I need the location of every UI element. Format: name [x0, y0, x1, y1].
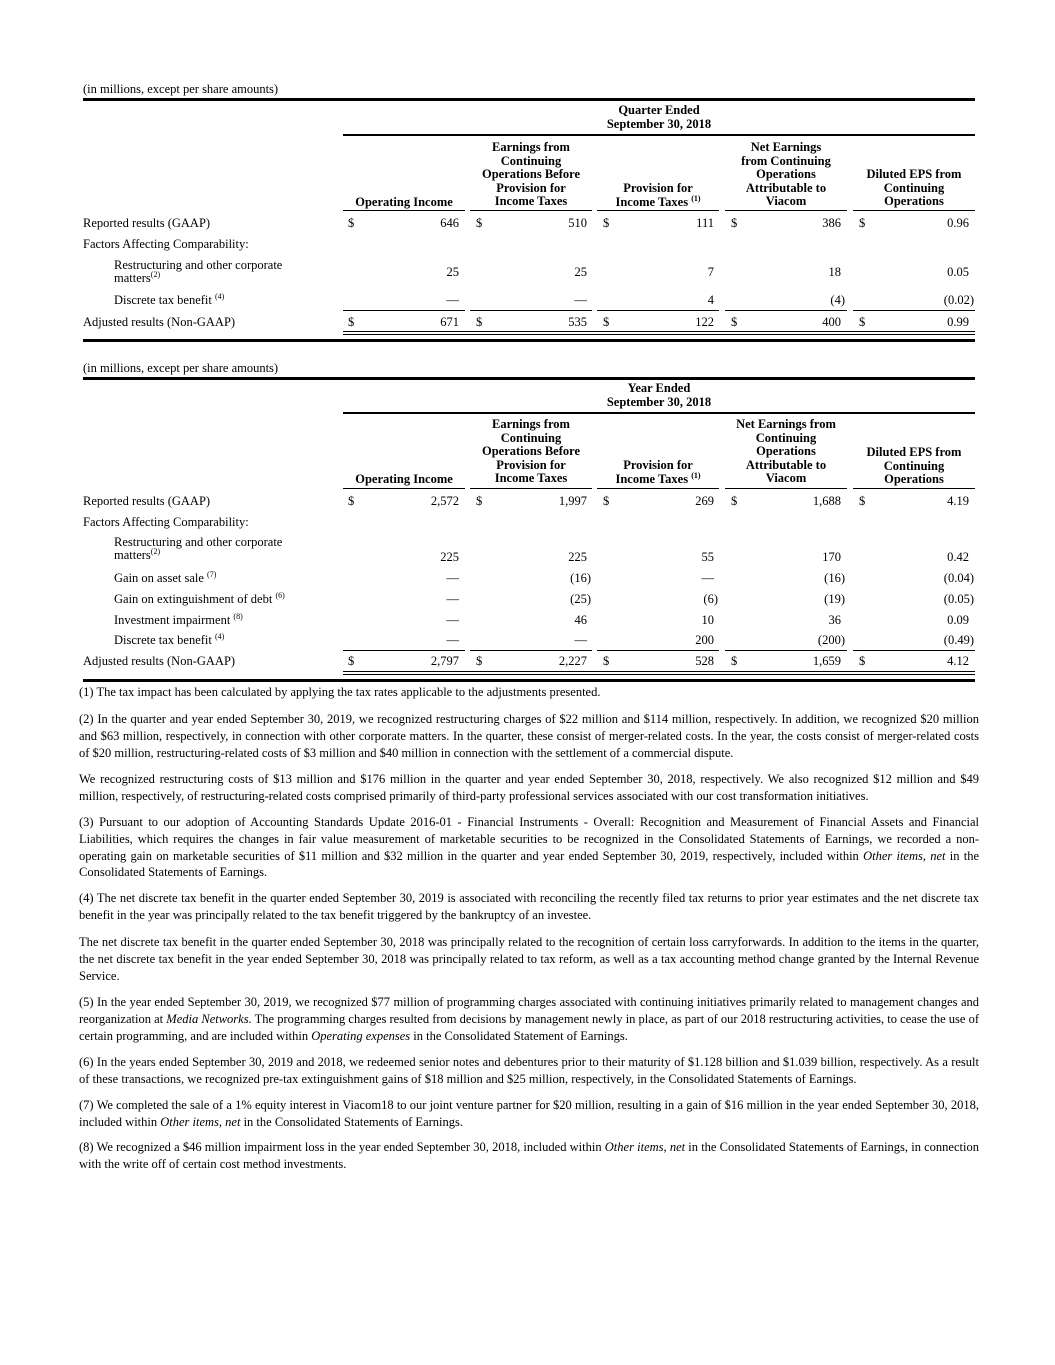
table1-period-line2: September 30, 2018 — [606, 116, 712, 131]
table1-row-label-discrete-tax: Discrete tax benefit $^{(4)}$ — [114, 291, 225, 307]
table2-row-label-gain-asset-sale: Gain on asset sale $^{(7)}$ — [114, 569, 217, 585]
footnote-2a: (2) In the quarter and year ended September 30, 2019, we recognized restructuring charges of $22 million and $114 million, respectively. In addition, we recognized $20 million and $63 million, respectively, in connection with other corporate matters. In the quarter, these consist of merger-related costs. In the year, the costs consist of merger-related costs of $20 million, restructuring-related costs of $3 million and $40 million in connection with the settlement of a commercial dispute. — [79, 712, 979, 760]
table1-col-provision-for-taxes: Provision for Income Taxes $^{(1)}$ — [615, 181, 701, 209]
table2-row-label-adjusted: Adjusted results (Non-GAAP) — [83, 654, 236, 668]
footnote-7: (7) We completed the sale of a 1% equity interest in Viacom18 to our joint venture partner for $20 million, resulting in a gain of $16 million in the year ended September 30, 2018, included within Other items, net in the Consolidated Statements of Earnings. — [79, 1098, 979, 1129]
table1-period-header — [343, 104, 975, 131]
table1-row-label-reported: Reported results (GAAP) — [83, 216, 211, 230]
table2-col-net-earnings: Net Earnings from Continuing Operations Attributable to Viacom — [736, 417, 836, 486]
table1-col-diluted-eps: Diluted EPS from Continuing Operations — [866, 167, 962, 209]
table2-period-line2: September 30, 2018 — [606, 394, 712, 409]
table1-row-label-restructuring: Restructuring and other corporate matters$^{(2)}$ — [114, 258, 283, 285]
table1-col-net-earnings: Net Earnings from Continuing Operations Attributable to Viacom — [741, 140, 831, 209]
table2-col-diluted-eps: Diluted EPS from Continuing Operations — [866, 445, 962, 487]
table2-period-header — [343, 382, 975, 409]
footnote-4b: The net discrete tax benefit in the quarter ended September 30, 2018 was principally related to the recognition of certain loss carryforwards. In addition to the items in the quarter, the net discrete tax benefit in the year ended September 30, 2018 was principally related to tax reform, as well as a tax accounting method change granted by the Internal Revenue Service. — [79, 935, 979, 983]
table1-top-rule — [83, 98, 975, 101]
table1-period-rule — [343, 134, 975, 136]
table1-col-operating-income: Operating Income — [355, 195, 453, 209]
footnote-8: (8) We recognized a $46 million impairment loss in the year ended September 30, 2018, included within Other items, net in the Consolidated Statements of Earnings, in connection with the write off of certain cost method investments. — [79, 1140, 979, 1171]
footnote-3: (3) Pursuant to our adoption of Accounting Standards Update 2016-01 - Financial Instruments - Overall: Recognition and Measurement of Financial Assets and Financial Liabilities, which requires the changes in fair value measurement of marketable securities to be recognized in the Consolidated Statements of Earnings, we recorded a non-operating gain on marketable securities of $11 million and $32 million in the quarter and year ended September 30, 2019, respectively, included within Other items, net in the Consolidated Statements of Earnings. — [79, 815, 980, 880]
table2-row-label-reported: Reported results (GAAP) — [83, 494, 211, 508]
table2-col-provision-for-taxes: Provision for Income Taxes $^{(1)}$ — [615, 458, 701, 486]
table1-row-label-adjusted: Adjusted results (Non-GAAP) — [83, 315, 236, 329]
table2-row-label-investment-impairment: Investment impairment $^{(8)}$ — [114, 611, 243, 627]
table2-top-rule — [83, 377, 975, 380]
table2-col-operating-income: Operating Income — [355, 472, 453, 486]
table1-unit-note: (in millions, except per share amounts) — [83, 82, 279, 96]
table2-row-label-discrete-tax: Discrete tax benefit $^{(4)}$ — [114, 631, 225, 647]
table1-col-earnings-before-tax: Earnings from Continuing Operations Before Provision for Income Taxes — [481, 140, 581, 209]
table2-row-label-gain-extinguishment: Gain on extinguishment of debt $^{(6)}$ — [114, 590, 285, 606]
footnote-6: (6) In the years ended September 30, 2019 and 2018, we redeemed senior notes and debentures prior to their maturity of $1.128 billion and $1.039 billion, respectively. As a result of these transactions, we recognized pre-tax extinguishment gains of $18 million and $25 million, respectively, in the Consolidated Statements of Earnings. — [79, 1055, 979, 1086]
table2-row-label-factors: Factors Affecting Comparability: — [83, 515, 249, 529]
footnote-4a: (4) The net discrete tax benefit in the quarter ended September 30, 2019 is associated with reconciling the recently filed tax returns to prior year estimates and the net discrete tax benefit in the year was principally related to the tax benefit triggered by the bankruptcy of an investee. — [79, 891, 979, 922]
table1-bottom-rule — [83, 339, 975, 342]
footnote-2b: We recognized restructuring costs of $13 million and $176 million in the quarter and year ended September 30, 2018, respectively. We also recognized $12 million and $49 million, respectively, of restructuring-related costs comprised primarily of third-party professional services associated with our cost transformation initiatives. — [79, 772, 979, 803]
footnote-5: (5) In the year ended September 30, 2019, we recognized $77 million of programming charges associated with continuing initiatives primarily related to management changes and reorganization at Media Networks. The programming charges resulted from decisions by management newly in place, as part of our 2018 restructuring activities, to cease the use of certain programming, and are included within Operating expenses in the Consolidated Statement of Earnings. — [79, 995, 979, 1043]
table2-col-earnings-before-tax: Earnings from Continuing Operations Before Provision for Income Taxes — [481, 417, 581, 486]
table2-period-line1: Year Ended — [627, 381, 691, 395]
table2-period-rule — [343, 412, 975, 414]
footnote-1: (1) The tax impact has been calculated by applying the tax rates applicable to the adjustments presented. — [79, 685, 601, 699]
table2-unit-note: (in millions, except per share amounts) — [83, 361, 279, 375]
table2-bottom-rule — [83, 679, 975, 682]
table1-period-line1: Quarter Ended — [618, 103, 700, 117]
table2-row-label-restructuring: Restructuring and other corporate matters$^{(2)}$ — [114, 535, 283, 562]
table1-row-label-factors: Factors Affecting Comparability: — [83, 237, 249, 251]
